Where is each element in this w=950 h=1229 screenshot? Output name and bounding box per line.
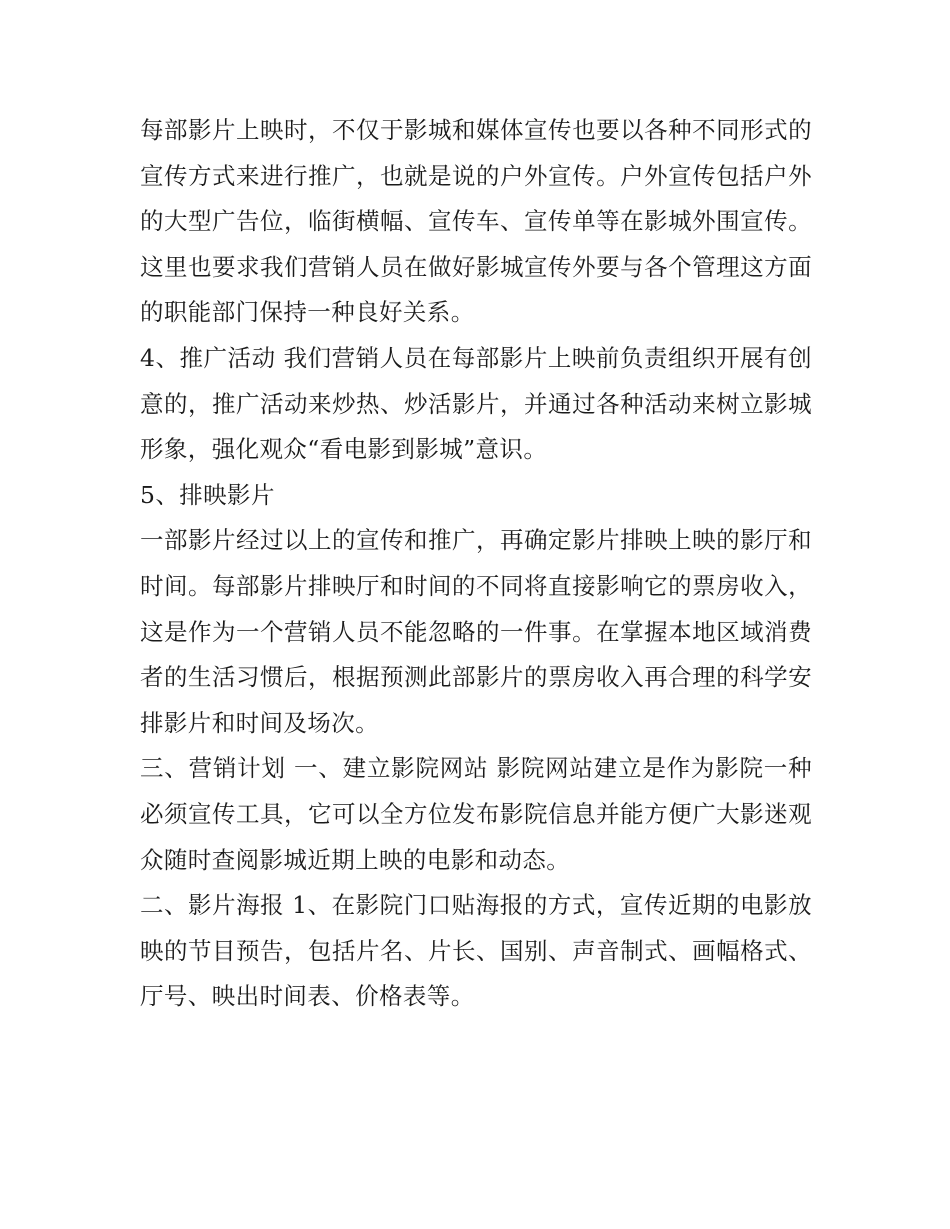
paragraph-scheduling: 一部影片经过以上的宣传和推广，再确定影片排映上映的影厅和时间。每部影片排映厅和时间的不同将直接影响它的票房收入，这是作为一个营销人员不能忽略的一件事。在掌握本地区域消费者的生活习惯后，根据预测此部影片的票房收入再合理的科学安排影片和时间及场次。 xyxy=(140,526,812,737)
paragraph-heading-scheduling: 5、排映影片 xyxy=(140,480,275,509)
paragraph-film-posters: 二、影片海报 1、在影院门口贴海报的方式，宣传近期的电影放映的节目预告，包括片名、片长、国别、声音制式、画幅格式、厅号、映出时间表、价格表等。 xyxy=(140,891,812,1011)
paragraph-marketing-plan-website: 三、营销计划 一、建立影院网站 影院网站建立是作为影院一种必须宣传工具，它可以全方位发布影院信息并能方便广大影迷观众随时查阅影城近期上映的电影和动态。 xyxy=(140,754,812,874)
document-body xyxy=(140,108,812,1020)
paragraph-outdoor-promotion: 每部影片上映时，不仅于影城和媒体宣传也要以各种不同形式的宣传方式来进行推广，也就是说的户外宣传。户外宣传包括户外的大型广告位，临街横幅、宣传车、宣传单等在影城外围宣传。这里也要求我们营销人员在做好影城宣传外要与各个管理这方面的职能部门保持一种良好关系。 xyxy=(140,116,812,327)
paragraph-promotion-activities: 4、推广活动 我们营销人员在每部影片上映前负责组织开展有创意的，推广活动来炒热、炒活影片，并通过各种活动来树立影城形象，强化观众“看电影到影城”意识。 xyxy=(140,343,812,464)
